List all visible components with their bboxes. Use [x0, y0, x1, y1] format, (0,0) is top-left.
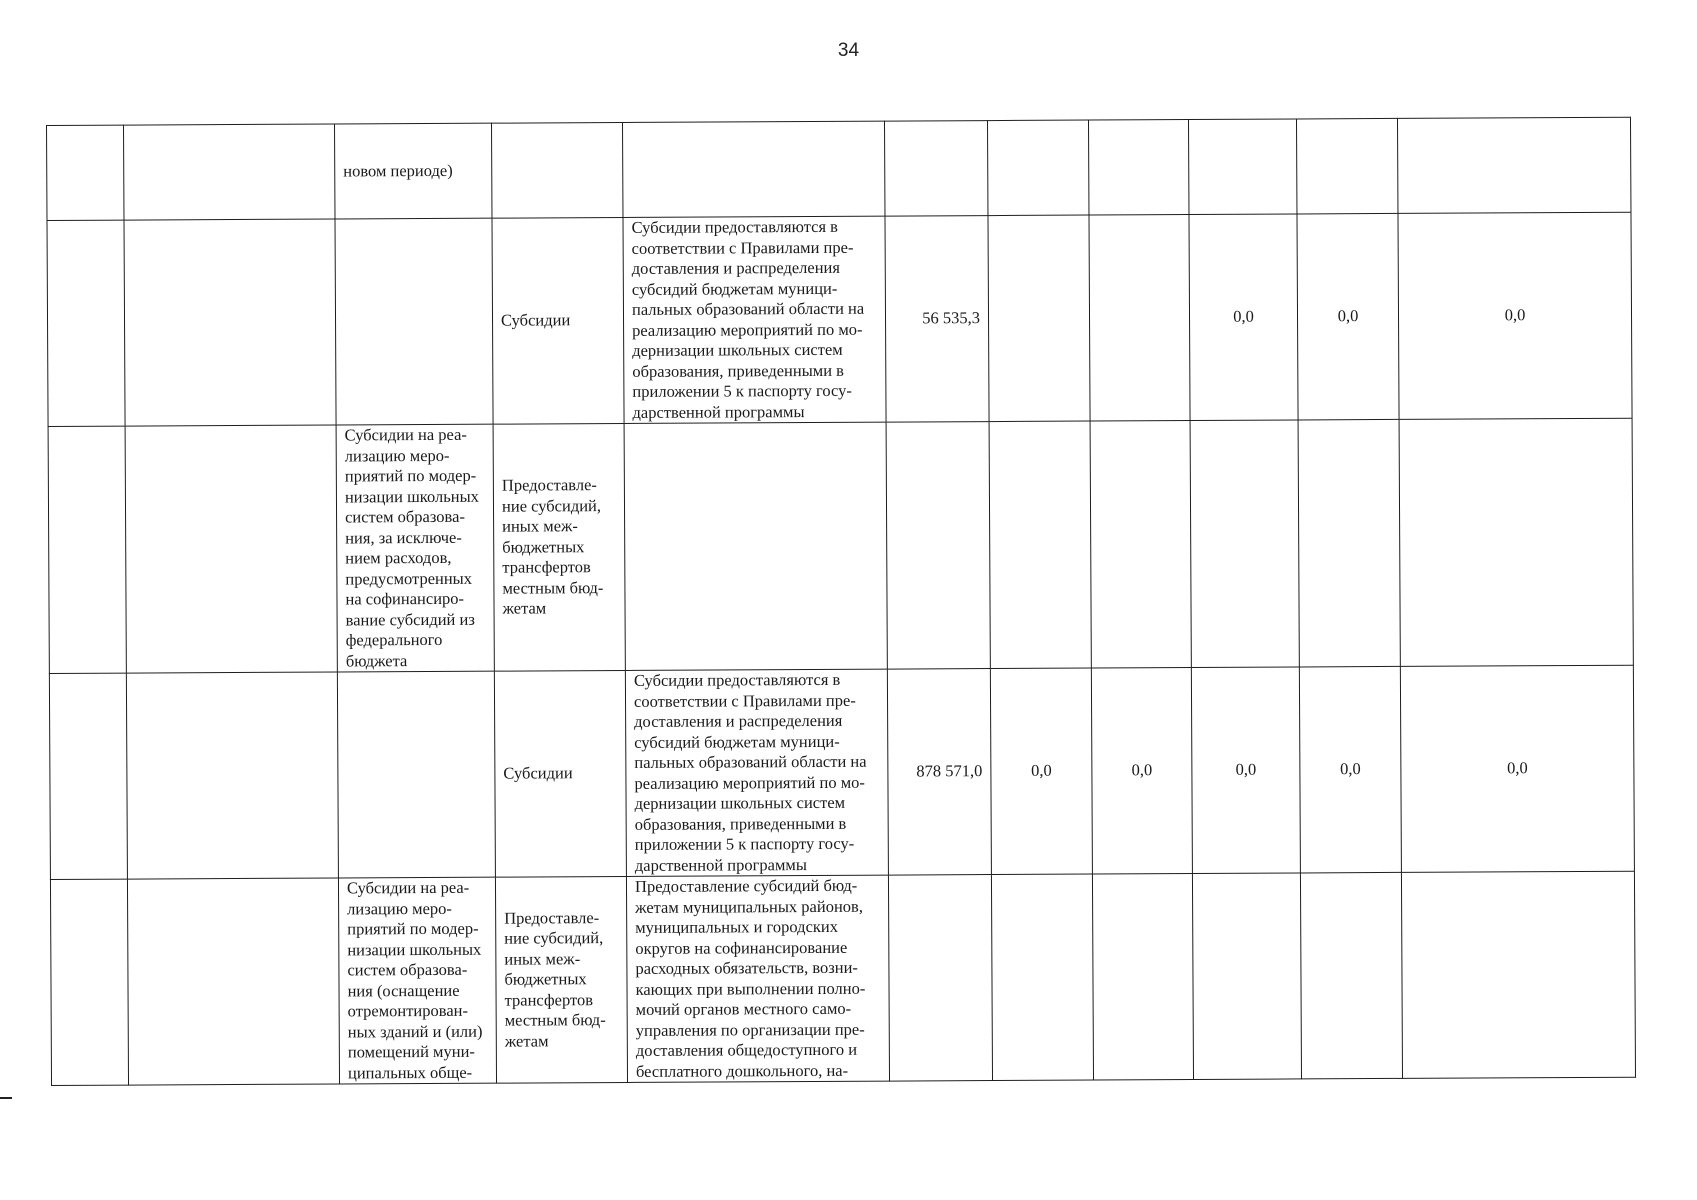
table-cell	[335, 218, 493, 425]
amount-cell	[1399, 418, 1633, 666]
amount-cell: 0,0	[1398, 212, 1632, 419]
table-cell	[124, 124, 335, 220]
expense-kind-cell: Предоставле-ние субсидий, иных меж-бюджетных трансфертов местным бюд-жетам	[493, 423, 625, 671]
table-cell	[1296, 118, 1397, 214]
amount-cell	[1300, 872, 1402, 1079]
amount-total-cell: 56 535,3	[885, 216, 989, 423]
table-cell	[127, 878, 339, 1085]
table-container	[46, 117, 1635, 1086]
table-cell	[49, 673, 127, 879]
event-name-cell: Субсидии на реа-лизацию меро-приятий по модер-низации школьных систем образова-ния, за исключе-нием расходов, предусмотренных на софинансиро-вание субсидий из федерального бюджета	[336, 424, 494, 672]
amount-cell	[1090, 421, 1191, 669]
table-cell	[884, 121, 987, 217]
amount-total-cell	[888, 875, 992, 1082]
amount-cell: 0,0	[1297, 213, 1399, 420]
table-row	[47, 212, 1632, 426]
amount-cell	[1089, 215, 1190, 422]
amount-cell: 0,0	[1400, 665, 1634, 872]
amount-total-cell	[886, 422, 990, 670]
table-cell	[337, 671, 495, 878]
amount-cell: 0,0	[1091, 668, 1192, 875]
table-row	[49, 665, 1634, 879]
amount-cell: 0,0	[990, 668, 1092, 875]
table-cell	[125, 425, 337, 673]
event-name-cell	[334, 123, 491, 219]
amount-cell	[1190, 420, 1299, 668]
expense-kind-cell: Субсидии	[494, 670, 626, 877]
table-cell	[48, 426, 126, 673]
table-cell	[47, 220, 125, 426]
table-cell	[491, 122, 622, 218]
table-cell	[987, 120, 1088, 216]
amount-cell	[1192, 873, 1301, 1080]
event-name: новом периоде)	[343, 160, 453, 181]
table-row	[50, 871, 1635, 1085]
description-cell	[624, 422, 887, 670]
scan-edge-mark	[0, 1097, 12, 1099]
table-cell	[124, 219, 336, 426]
table-cell	[1397, 117, 1630, 213]
table-cell	[1188, 119, 1296, 215]
amount-cell: 0,0	[1299, 666, 1401, 873]
page-number: 34	[837, 40, 860, 61]
description-cell: Предоставление субсидий бюд-жетам муниципальных районов, муниципальных и городских округов на софинансирование расходных обязательств, возни-кающих при выполнении полно-мочий органов местного само-управления по организации пре-доставления общедоступного и бесплатного дошкольного, на-	[626, 875, 889, 1082]
budget-table	[46, 117, 1636, 1086]
amount-cell	[1092, 874, 1193, 1081]
event-name-cell: Субсидии на реа-лизацию меро-приятий по модер-низации школьных систем образова-ния (оснащение отремонтирован-ных зданий и (или) помещений муни-ципальных обще-	[338, 877, 496, 1084]
table-cell	[622, 121, 884, 217]
amount-cell	[989, 421, 1091, 669]
amount-cell	[988, 215, 1090, 422]
description-cell: Субсидии предоставляются в соответствии с Правилами пре-доставления и распределения субсидий бюджетам муници-пальных образований области на реализацию мероприятий по мо-дернизации школьных систем образования, приведенными в приложении 5 к паспорту госу-дарственной программы	[625, 669, 888, 876]
amount-cell	[1401, 871, 1635, 1078]
expense-kind-cell: Предоставле-ние субсидий, иных меж-бюджетных трансфертов местным бюд-жетам	[495, 876, 627, 1083]
table-cell	[1088, 120, 1188, 216]
table-cell	[47, 125, 124, 220]
table-row	[48, 418, 1633, 673]
expense-kind-cell: Субсидии	[492, 217, 624, 424]
amount-cell: 0,0	[1189, 214, 1298, 421]
table-cell	[50, 879, 128, 1085]
amount-cell	[1298, 419, 1400, 667]
amount-cell	[991, 874, 1093, 1081]
table-row	[47, 117, 1631, 220]
description-cell: Субсидии предоставляются в соответствии с Правилами пре-доставления и распределения субсидий бюджетам муници-пальных образований области на реализацию мероприятий по мо-дернизации школьных систем образования, приведенными в приложении 5 к паспорту госу-дарственной программы	[623, 216, 886, 423]
table-cell	[126, 672, 338, 879]
amount-total-cell: 878 571,0	[887, 669, 991, 876]
amount-cell: 0,0	[1191, 667, 1300, 874]
